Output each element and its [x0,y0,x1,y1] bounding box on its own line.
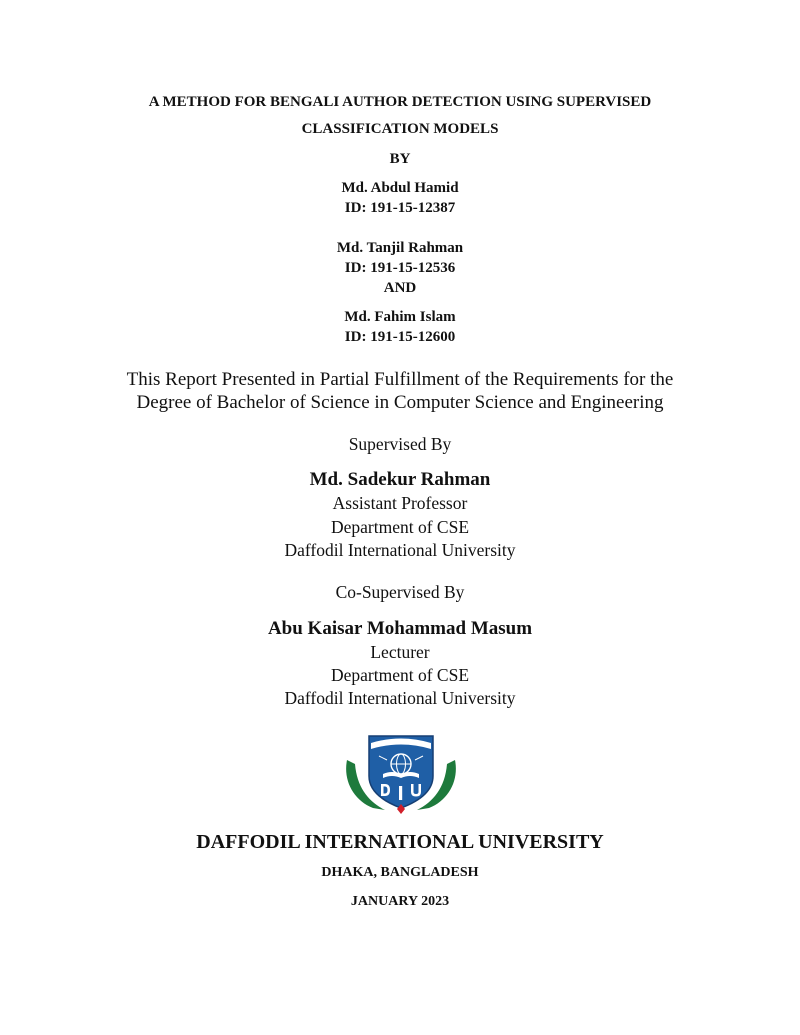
thesis-title-line-2: CLASSIFICATION MODELS [301,121,499,137]
fulfillment-line-2: Degree of Bachelor of Science in Computer Science and Engineering [136,392,664,413]
footer-location: DHAKA, BANGLADESH [321,865,479,880]
by-label: BY [389,151,411,167]
author-1-name: Md. Abdul Hamid [341,180,459,196]
supervisor-designation: Assistant Professor [332,493,468,513]
co-supervisor-name: Abu Kaisar Mohammad Masum [267,618,533,639]
and-label: AND [383,280,417,296]
thesis-title-line-1: A METHOD FOR BENGALI AUTHOR DETECTION USING SUPERVISED [148,94,652,110]
supervised-by-label: Supervised By [348,434,452,454]
co-supervised-by-label: Co-Supervised By [335,582,465,602]
co-supervisor-department: Department of CSE [330,665,470,685]
author-2-id: ID: 191-15-12536 [344,260,456,276]
author-3-name: Md. Fahim Islam [344,309,456,325]
footer-date: JANUARY 2023 [350,894,450,909]
supervisor-department: Department of CSE [330,517,470,537]
footer-university: DAFFODIL INTERNATIONAL UNIVERSITY [196,831,604,853]
author-3-id: ID: 191-15-12600 [344,329,456,345]
co-supervisor-university: Daffodil International University [284,688,516,708]
co-supervisor-designation: Lecturer [370,642,430,662]
author-1-id: ID: 191-15-12387 [344,200,456,216]
supervisor-university: Daffodil International University [284,540,516,560]
supervisor-name: Md. Sadekur Rahman [309,469,491,490]
author-2-name: Md. Tanjil Rahman [336,240,464,256]
fulfillment-line-1: This Report Presented in Partial Fulfillment of the Requirements for the [126,369,674,390]
university-logo [339,730,463,814]
